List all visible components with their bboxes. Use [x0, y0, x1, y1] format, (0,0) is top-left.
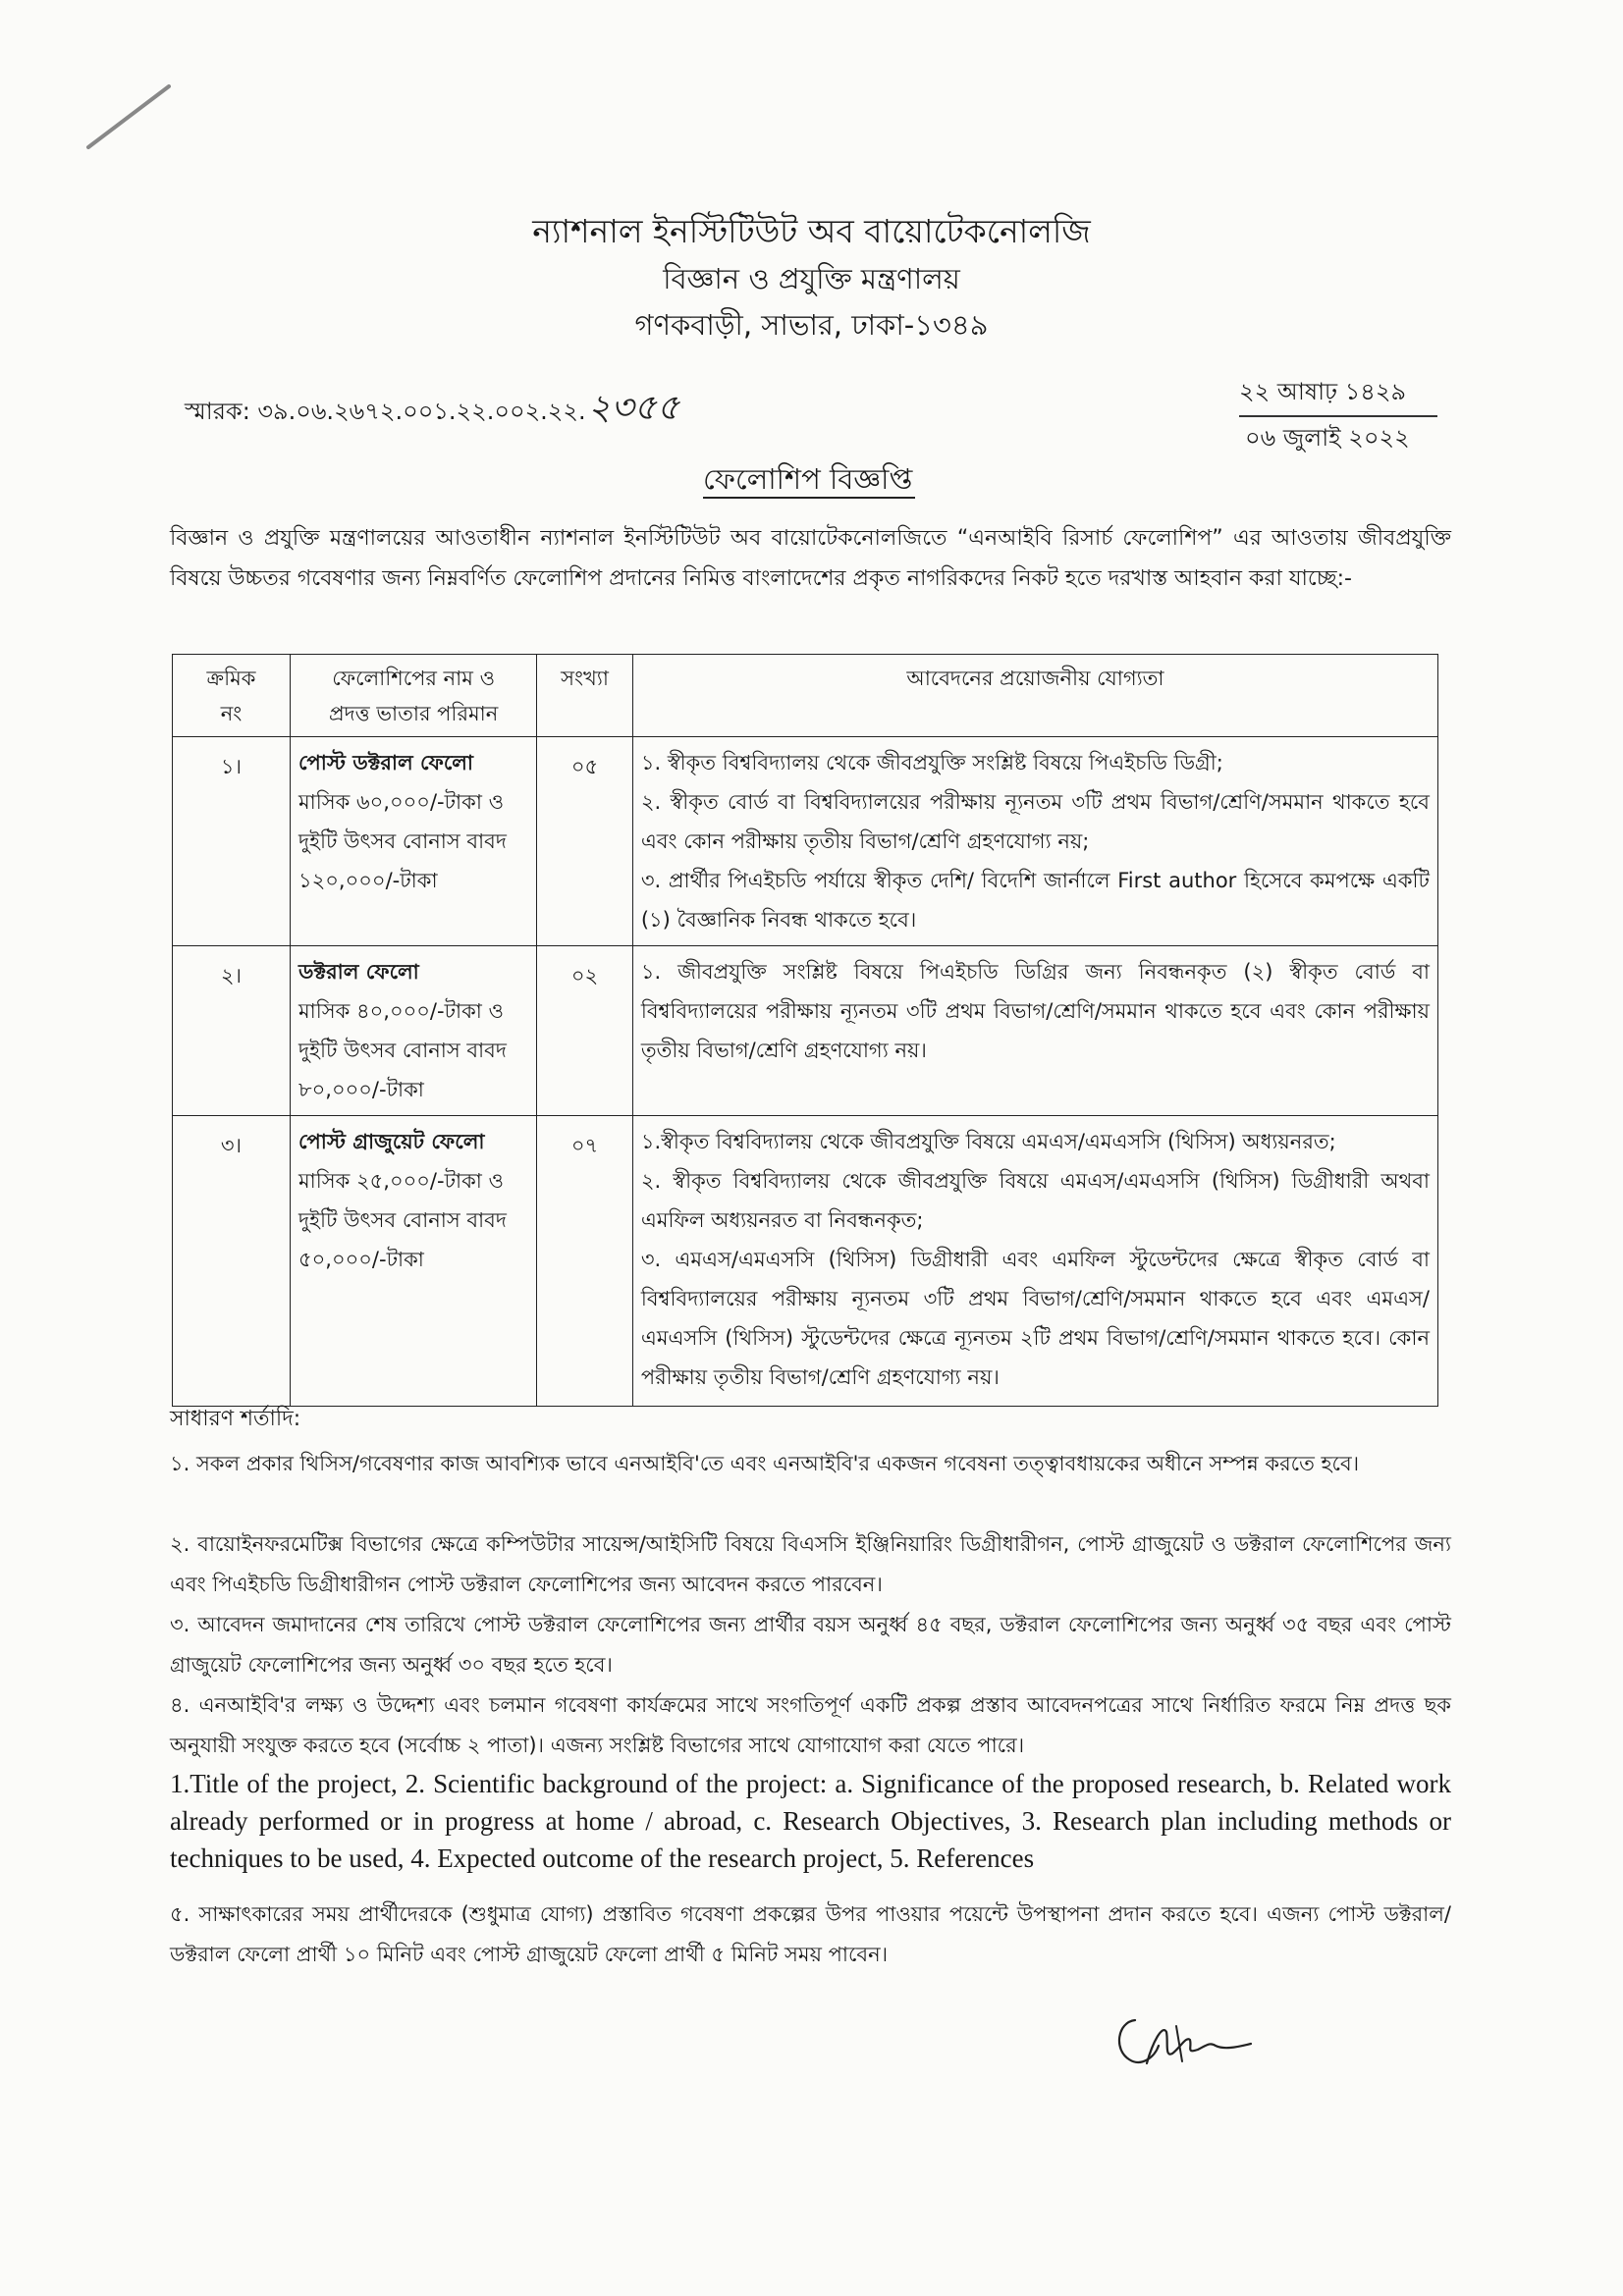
header-serial-line1: ক্রমিক — [206, 667, 256, 690]
row-qualification — [632, 737, 1437, 946]
row-serial: ১। — [173, 737, 291, 946]
intro-paragraph: বিজ্ঞান ও প্রযুক্তি মন্ত্রণালয়ের আওতাধীন ন্যাশনাল ইনস্টিটিউট অব বায়োটেকনোলজিতে “এনআইবি রিসার্চ ফেলোশিপ” এর আওতায় জীবপ্রযুক্তি বিষয়ে উচ্চতর গবেষণার জন্য নিম্নবর্ণিত ফেলোশিপ প্রদানের নিমিত্ত বাংলাদেশের প্রকৃত নাগরিকদের নিকট হতে দরখাস্ত আহবান করা যাচ্ছে:- — [170, 526, 1451, 591]
fellowship-name: পোস্ট গ্রাজুয়েট ফেলো — [298, 1130, 485, 1153]
row-serial: ২। — [173, 946, 291, 1116]
row-count: ০৫ — [537, 737, 633, 946]
allowance-line: মাসিক ৬০,০০০/-টাকা ও — [298, 790, 505, 814]
allowance-line: ১২০,০০০/-টাকা — [298, 869, 438, 892]
fellowship-table — [172, 654, 1438, 1407]
general-conditions-title: সাধারণ শর্তাদি: — [170, 1407, 301, 1431]
row-qualification — [632, 1116, 1437, 1407]
row-fellowship — [291, 946, 537, 1116]
row-fellowship — [291, 1116, 537, 1407]
condition-item: ৩. আবেদন জমাদানের শেষ তারিখে পোস্ট ডক্টরাল ফেলোশিপের জন্য প্রার্থীর বয়স অনুর্ধ্ব ৪৫ বছর, ডক্টরাল ফেলোশিপের জন্য অনুর্ধ্ব ৩৫ বছর এবং পোস্ট গ্রাজুয়েট ফেলোশিপের জন্য অনুর্ধ্ব ৩০ বছর হতে হবে। — [170, 1613, 1451, 1677]
row-count: ০৭ — [537, 1116, 633, 1407]
memo-label: স্মারক: ৩৯.০৬.২৬৭২.০০১.২২.০০২.২২. — [185, 398, 586, 425]
allowance-line: ৫০,০০০/-টাকা — [298, 1248, 424, 1271]
qualification-item: ১. জীবপ্রযুক্তি সংশ্লিষ্ট বিষয়ে পিএইচডি ডিগ্রির জন্য নিবন্ধনকৃত (২) স্বীকৃত বোর্ড বা বিশ্ববিদ্যালয়ের পরীক্ষায় ন্যূনতম ৩টি প্রথম বিভাগ/শ্রেণি/সমমান থাকতে হবে এবং কোন পরীক্ষায় তৃতীয় বিভাগ/শ্রেণি গ্রহণযোগ্য নয়। — [640, 960, 1430, 1062]
allowance-line: মাসিক ৪০,০০০/-টাকা ও — [298, 999, 505, 1023]
header-name-line1: ফেলোশিপের নাম ও — [332, 667, 496, 690]
allowance-line: দুইটি উৎসব বোনাস বাবদ — [298, 829, 507, 853]
notice-title-underline — [703, 497, 915, 499]
proposal-format-text: 1.Title of the project, 2. Scientific background of the project: a. Significance of the proposed research, b. Related work already performed or in progress at home / abroad, c. Research Objectives, 3. Research plan including methods or techniques to be used, 4. Expected outcome of the research project, 5. References — [170, 1769, 1451, 1873]
pen-mark — [84, 82, 173, 151]
header-count: সংখ্যা — [537, 655, 633, 737]
condition-item: ২. বায়োইনফরমেটিক্স বিভাগের ক্ষেত্রে কম্পিউটার সায়েন্স/আইসিটি বিষয়ে বিএসসি ইঞ্জিনিয়ারিং ডিগ্রীধারীগন, পোস্ট গ্রাজুয়েট ও ডক্টরাল ফেলোশিপের জন্য এবং পিএইচডি ডিগ্রীধারীগন পোস্ট ডক্টরাল ফেলোশিপের জন্য আবেদন করতে পারবেন। — [170, 1532, 1451, 1596]
qualification-item: ১. স্বীকৃত বিশ্ববিদ্যালয় থেকে জীবপ্রযুক্তি সংশ্লিষ্ট বিষয়ে পিএইচডি ডিগ্রী; — [640, 751, 1223, 774]
ministry-name: বিজ্ঞান ও প্রযুক্তি মন্ত্রণালয় — [663, 262, 960, 295]
header-name — [291, 655, 537, 737]
condition-item: ১. সকল প্রকার থিসিস/গবেষণার কাজ আবশ্যিক ভাবে এনআইবি'তে এবং এনআইবি'র একজন গবেষনা তত্ত্বাবধায়কের অধীনে সম্পন্ন করতে হবে। — [170, 1452, 1360, 1475]
institute-name: ন্যাশনাল ইনস্টিটিউট অব বায়োটেকনোলজি — [532, 212, 1091, 250]
header-qualification: আবেদনের প্রয়োজনীয় যোগ্যতা — [632, 655, 1437, 737]
qualification-item: ৩. এমএস/এমএসসি (থিসিস) ডিগ্রীধারী এবং এমফিল স্টুডেন্টদের ক্ষেত্রে স্বীকৃত বোর্ড বা বিশ্ববিদ্যালয়ের পরীক্ষায় ন্যূনতম ৩টি প্রথম বিভাগ/শ্রেণি/সমমান থাকতে হবে এবং এমএস/এমএসসি (থিসিস) স্টুডেন্টদের ক্ষেত্রে ন্যূনতম ২টি প্রথম বিভাগ/শ্রেণি/সমমান থাকতে হবে। কোন পরীক্ষায় তৃতীয় বিভাগ/শ্রেণি গ্রহণযোগ্য নয়। — [640, 1248, 1430, 1389]
allowance-line: দুইটি উৎসব বোনাস বাবদ — [298, 1208, 507, 1232]
signature — [1108, 2002, 1255, 2081]
allowance-line: মাসিক ২৫,০০০/-টাকা ও — [298, 1169, 505, 1193]
date-bangla: ২২ আষাঢ় ১৪২৯ — [1239, 378, 1407, 405]
row-fellowship — [291, 737, 537, 946]
condition-item: ৪. এনআইবি'র লক্ষ্য ও উদ্দেশ্য এবং চলমান গবেষণা কার্যক্রমের সাথে সংগতিপূর্ণ একটি প্রকল্প প্রস্তাব আবেদনপত্রের সাথে নির্ধারিত ফরমে নিম্ন প্রদত্ত ছক অনুযায়ী সংযুক্ত করতে হবে (সর্বোচ্চ ২ পাতা)। এজন্য সংশ্লিষ্ট বিভাগের সাথে যোগাযোগ করা যেতে পারে। — [170, 1693, 1451, 1757]
memo-number — [185, 381, 679, 440]
header-name-line2: প্রদত্ত ভাতার পরিমান — [328, 702, 499, 725]
condition-item: ৫. সাক্ষাৎকারের সময় প্রার্থীদেরকে (শুধুমাত্র যোগ্য) প্রস্তাবিত গবেষণা প্রকল্পের উপর পাওয়ার পয়েন্টে উপস্থাপনা প্রদান করতে হবে। এজন্য পোস্ট ডক্টরাল/ ডক্টরাল ফেলো প্রার্থী ১০ মিনিট এবং পোস্ট গ্রাজুয়েট ফেলো প্রার্থী ৫ মিনিট সময় পাবেন। — [170, 1902, 1451, 1966]
header-serial — [173, 655, 291, 737]
row-qualification — [632, 946, 1437, 1116]
handwritten-memo-no: ২৩৫৫ — [587, 388, 680, 428]
qualification-item: ২. স্বীকৃত বোর্ড বা বিশ্ববিদ্যালয়ের পরীক্ষায় ন্যূনতম ৩টি প্রথম বিভাগ/শ্রেণি/সমমান থাকতে হবে এবং কোন পরীক্ষায় তৃতীয় বিভাগ/শ্রেণি গ্রহণযোগ্য নয়; — [640, 790, 1430, 853]
table-header-row — [173, 655, 1438, 737]
institute-address: গণকবাড়ী, সাভার, ঢাকা-১৩৪৯ — [634, 308, 989, 342]
qualification-item: ১.স্বীকৃত বিশ্ববিদ্যালয় থেকে জীবপ্রযুক্তি বিষয়ে এমএস/এমএসসি (থিসিস) অধ্যয়নরত; — [640, 1130, 1336, 1153]
qualification-item: ৩. প্রার্থীর পিএইচডি পর্যায়ে স্বীকৃত দেশি/ বিদেশি জার্নালে First author হিসেবে কমপক্ষে একটি (১) বৈজ্ঞানিক নিবন্ধ থাকতে হবে। — [640, 869, 1430, 932]
table-row — [173, 1116, 1438, 1407]
table-row — [173, 737, 1438, 946]
qualification-item: ২. স্বীকৃত বিশ্ববিদ্যালয় থেকে জীবপ্রযুক্তি বিষয়ে এমএস/এমএসসি (থিসিস) ডিগ্রীধারী অথবা এমফিল অধ্যয়নরত বা নিবন্ধনকৃত; — [640, 1169, 1430, 1232]
allowance-line: ৮০,০০০/-টাকা — [298, 1078, 424, 1101]
fellowship-name: ডক্টরাল ফেলো — [298, 960, 419, 984]
row-serial: ৩। — [173, 1116, 291, 1407]
row-count: ০২ — [537, 946, 633, 1116]
fellowship-name: পোস্ট ডক্টরাল ফেলো — [298, 751, 474, 774]
date-english: ০৬ জুলাই ২০২২ — [1245, 424, 1410, 452]
date-divider — [1239, 415, 1437, 417]
table-row — [173, 946, 1438, 1116]
allowance-line: দুইটি উৎসব বোনাস বাবদ — [298, 1039, 507, 1062]
notice-title: ফেলোশিপ বিজ্ঞপ্তি — [703, 462, 913, 496]
header-serial-line2: নং — [220, 702, 243, 725]
